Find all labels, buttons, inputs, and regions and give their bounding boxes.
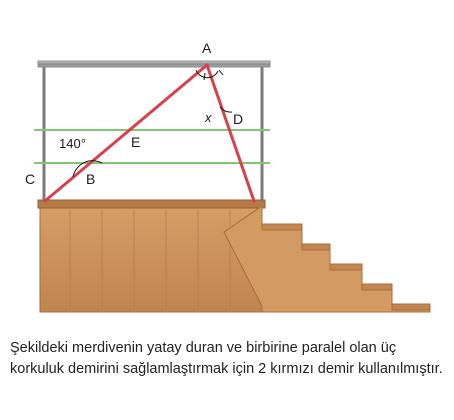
- label-e: E: [131, 134, 141, 150]
- red-bar-ac: [45, 65, 207, 201]
- label-c: C: [25, 171, 36, 187]
- problem-caption: Şekildeki merdivenin yatay duran ve birbirine paralel olan üç korkuluk demirini sağlamlaştırmak için 2 kırmızı demir kullanılmıştır.: [10, 340, 443, 377]
- wooden-platform: [38, 200, 265, 312]
- label-angle-140: 140°: [59, 136, 86, 151]
- label-x: x: [205, 110, 212, 125]
- red-bar-ad: [207, 65, 254, 201]
- label-b: B: [86, 171, 96, 187]
- label-a: A: [202, 40, 212, 56]
- label-d: D: [233, 111, 244, 127]
- top-rail: [38, 61, 270, 67]
- red-bars: [45, 65, 254, 201]
